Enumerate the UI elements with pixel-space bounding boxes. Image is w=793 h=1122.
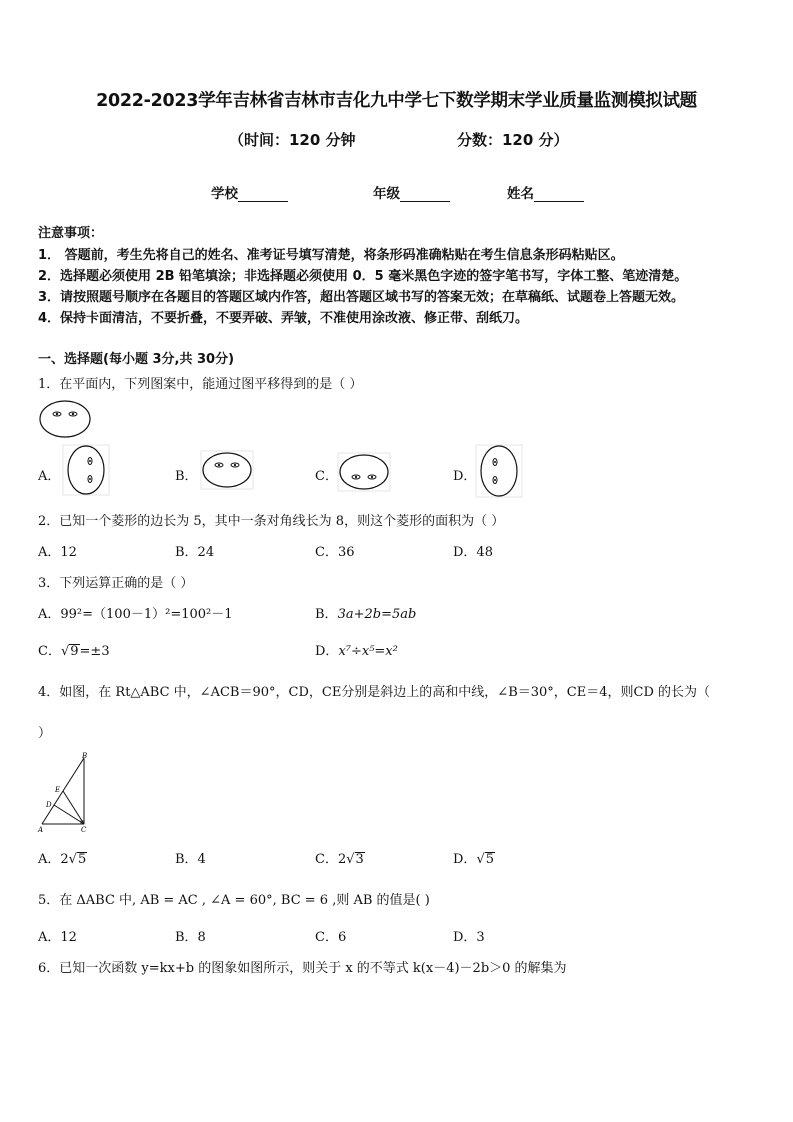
q1-option-d-face-icon[interactable] <box>475 444 523 498</box>
notice-heading: 注意事项： <box>38 226 104 241</box>
sqrt-icon: √ <box>346 852 355 867</box>
q1-option-d-label: D． <box>453 469 477 484</box>
q3-option-d-text: x⁷÷x⁵=x² <box>338 644 398 659</box>
grade-blank[interactable] <box>400 187 450 202</box>
q1-option-a-face-icon[interactable] <box>62 444 110 496</box>
name-blank[interactable] <box>534 187 584 202</box>
fig-label-d: D <box>46 801 52 809</box>
q1-option-c-face-icon[interactable] <box>337 452 391 492</box>
exam-score: 分数：120 分） <box>457 131 569 149</box>
q5-option-b[interactable]: B．8 <box>175 930 206 945</box>
q4-option-d-radicand: 5 <box>485 852 495 867</box>
q2-option-a[interactable]: A．12 <box>38 545 77 560</box>
school-field <box>211 182 288 202</box>
school-label: 学校 <box>211 186 238 202</box>
q5-option-d[interactable]: D．3 <box>453 930 485 945</box>
q2-option-b[interactable]: B．24 <box>175 545 215 560</box>
q3-option-b-text: 3a+2b=5ab <box>337 607 417 622</box>
notice-item-1: 1． 答题前，考生先将自己的姓名、准考证号填写清楚，将条形码准确粘贴在考生信息条形码粘贴区。 <box>38 248 624 263</box>
sqrt-icon: √ <box>60 644 70 659</box>
fig-label-c: C <box>81 826 87 834</box>
school-blank[interactable] <box>238 187 288 202</box>
q6-stem: 6．已知一次函数 y=kx+b 的图象如图所示，则关于 x 的不等式 k(x－4)－2b＞0 的解集为 <box>38 961 567 976</box>
q3-option-c-radicand: 9 <box>70 644 79 659</box>
q2-option-c[interactable]: C．36 <box>315 545 355 560</box>
q1-option-a-label: A． <box>38 469 61 484</box>
section-heading: 一、选择题(每小题 3分,共 30分) <box>38 352 235 367</box>
fig-label-a: A <box>38 826 44 834</box>
q3-option-a-text: 99²=（100－1）²=100²－1 <box>60 607 233 622</box>
exam-title: 2022-2023学年吉林省吉林市吉化九中学七下数学期末学业质量监测模拟试题 <box>96 91 697 111</box>
q5-option-c[interactable]: C．6 <box>315 930 347 945</box>
notice-item-2: 2．选择题必须使用 2B 铅笔填涂；非选择题必须使用 0．5 毫米黑色字迹的签字笔书写，字体工整、笔迹清楚。 <box>38 269 688 284</box>
q4-option-b[interactable]: B．4 <box>175 852 206 867</box>
q1-option-c-label: C． <box>315 469 338 484</box>
sqrt-icon: √ <box>476 852 485 867</box>
notice-item-4: 4．保持卡面清洁，不要折叠，不要弄破、弄皱，不准使用涂改液、修正带、刮纸刀。 <box>38 311 529 326</box>
q3-option-c-label: C． <box>38 644 61 659</box>
q4-option-a[interactable] <box>38 848 87 867</box>
q3-option-b[interactable] <box>315 603 416 622</box>
q4-option-c-coef: 2 <box>337 852 347 867</box>
q4-stem-end: ） <box>38 726 52 741</box>
name-field <box>507 182 584 202</box>
q2-stem: 2．已知一个菱形的边长为 5，其中一条对角线长为 8，则这个菱形的面积为（ ） <box>38 514 505 529</box>
q3-option-c-tail: =±3 <box>79 644 110 659</box>
q4-option-a-label: A． <box>38 852 61 867</box>
fig-label-e: E <box>55 786 61 794</box>
q4-option-a-coef: 2 <box>60 852 69 867</box>
q1-option-b-label: B． <box>175 469 198 484</box>
q1-option-b-face-icon[interactable] <box>200 450 254 490</box>
q3-option-b-label: B． <box>315 607 338 622</box>
q3-option-c[interactable] <box>38 640 110 659</box>
q4-option-c-label: C． <box>315 852 338 867</box>
fig-label-b: B <box>82 752 88 760</box>
q4-option-d-label: D． <box>453 852 477 867</box>
q3-option-d[interactable] <box>315 640 398 659</box>
q4-stem: 4．如图，在 Rt△ABC 中，∠ACB＝90°，CD，CE分别是斜边上的高和中线，∠B＝30°，CE＝4，则CD 的长为（ <box>38 685 711 700</box>
grade-label: 年级 <box>373 186 400 202</box>
q3-option-a[interactable] <box>38 603 233 622</box>
q5-stem: 5．在 ΔABC 中, AB = AC , ∠A = 60°, BC = 6 ,则 AB 的值是( ) <box>38 893 430 908</box>
q3-option-d-label: D． <box>315 644 339 659</box>
q2-option-d[interactable]: D．48 <box>453 545 493 560</box>
exam-time: （时间：120 分钟 <box>229 131 356 149</box>
grade-field <box>373 182 450 202</box>
q1-reference-face-icon <box>38 398 94 440</box>
q4-option-c[interactable] <box>315 848 365 867</box>
q4-option-d[interactable] <box>453 848 495 867</box>
q4-option-a-radicand: 5 <box>77 852 87 867</box>
q3-option-a-label: A． <box>38 607 61 622</box>
q4-option-c-radicand: 3 <box>355 852 364 867</box>
sqrt-icon: √ <box>68 852 77 867</box>
q5-option-a[interactable]: A．12 <box>38 930 77 945</box>
name-label: 姓名 <box>507 186 534 202</box>
q3-stem: 3．下列运算正确的是（ ） <box>38 576 194 591</box>
q1-stem: 1．在平面内，下列图案中，能通过图平移得到的是（ ） <box>38 377 363 392</box>
notice-item-3: 3．请按照题号顺序在各题目的答题区域内作答，超出答题区域书写的答案无效；在草稿纸、试题卷上答题无效。 <box>38 290 685 305</box>
q4-triangle-figure <box>36 750 96 836</box>
